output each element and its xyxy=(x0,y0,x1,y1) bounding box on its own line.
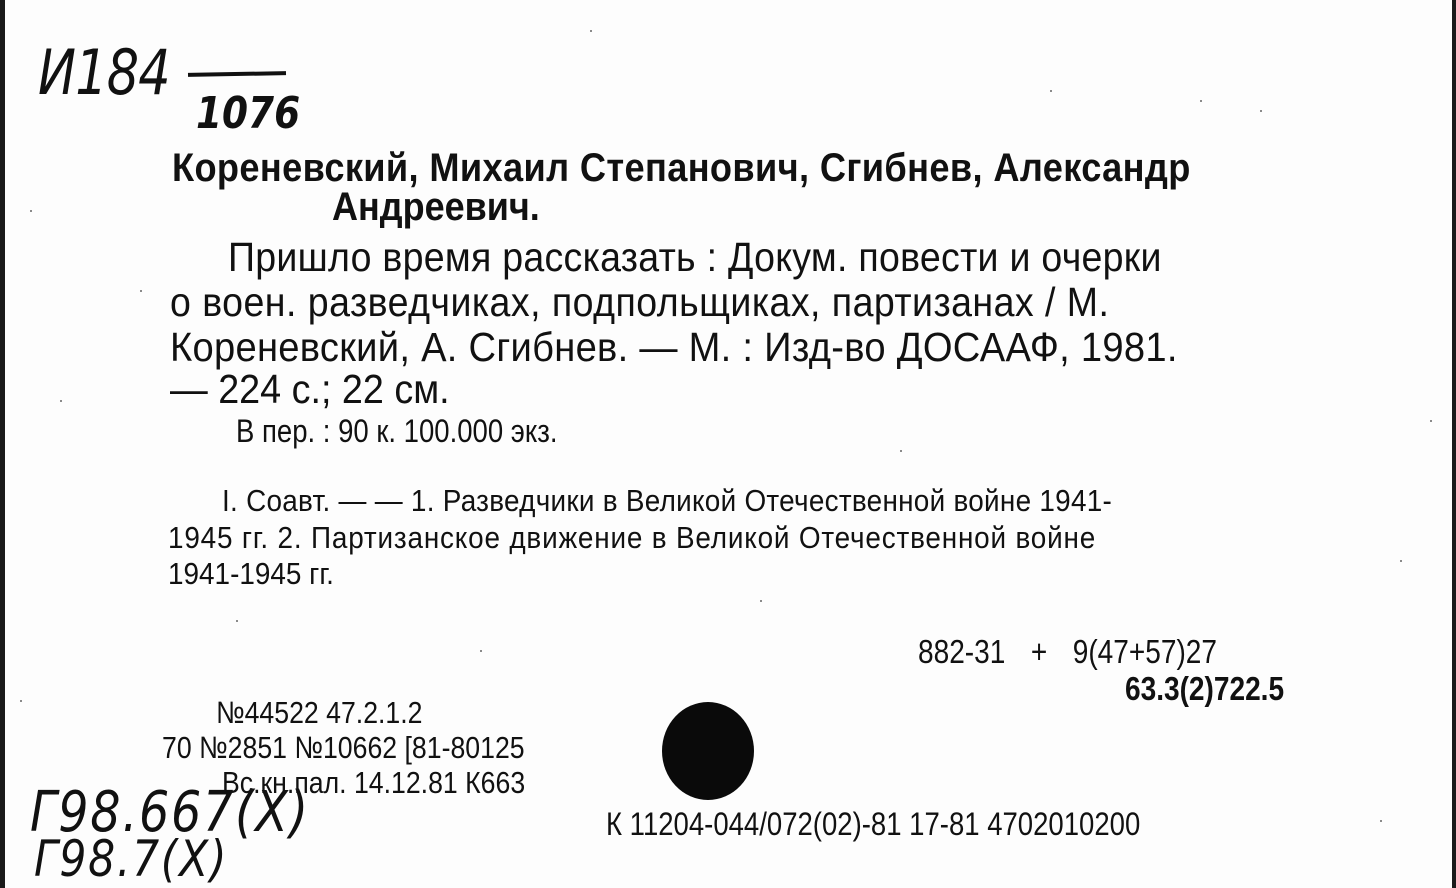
scan-speck xyxy=(480,650,482,652)
technical-line-4: К 11204-044/072(02)-81 17-81 4702010200 xyxy=(606,806,1141,842)
call-number-divider xyxy=(188,71,286,77)
technical-line-2: 70 №2851 №10662 [81-80125 xyxy=(162,730,525,765)
call-number-sub: 1076 xyxy=(196,88,301,139)
scan-speck xyxy=(236,620,238,622)
subjects-line-3: 1941-1945 гг. xyxy=(168,556,334,591)
handwritten-shelf-mark-1: Г98.667(Х) xyxy=(30,780,310,845)
scan-speck xyxy=(760,600,762,602)
technical-line-1: №44522 47.2.1.2 xyxy=(216,695,423,730)
subjects-line-2: 1945 гг. 2. Партизанское движение в Великой Отечественной войне xyxy=(168,520,1097,555)
card-right-edge xyxy=(1452,0,1456,888)
classification-line-1 xyxy=(918,633,1217,671)
classification-code-1: 882-31 xyxy=(918,633,1006,670)
classification-plus: + xyxy=(1030,633,1048,670)
classification-code-3: 63.3(2)722.5 xyxy=(1125,670,1285,707)
scan-speck xyxy=(590,30,592,32)
description-line-4: — 224 с.; 22 см. xyxy=(170,366,450,412)
subjects-line-1: I. Соавт. — — 1. Разведчики в Великой Отечественной войне 1941- xyxy=(222,483,1113,518)
scan-speck xyxy=(30,210,32,212)
description-line-1: Пришло время рассказать : Докум. повести и очерки xyxy=(228,234,1162,280)
scan-speck xyxy=(60,400,62,402)
price-and-print-run: В пер. : 90 к. 100.000 экз. xyxy=(236,413,558,449)
author-heading-line-1: Кореневский, Михаил Степанович, Сгибнев, Александр xyxy=(172,146,1191,190)
handwritten-shelf-mark-2: Г98.7(Х) xyxy=(34,830,229,888)
technical-line-3: Вс.кн.пал. 14.12.81 К663 xyxy=(222,765,526,800)
scan-speck xyxy=(140,290,142,292)
author-heading-line-2: Андреевич. xyxy=(332,185,540,229)
description-line-2: о воен. разведчиках, подпольщиках, партизанах / М. xyxy=(170,279,1110,325)
scan-speck xyxy=(1050,90,1052,92)
scan-speck xyxy=(1400,560,1402,562)
call-number-main: И184 xyxy=(38,36,170,109)
scan-speck xyxy=(1200,100,1202,102)
description-line-3: Кореневский, А. Сгибнев. — М. : Изд-во ДОСААФ, 1981. xyxy=(170,324,1178,370)
scan-speck xyxy=(900,450,902,452)
classification-code-2: 9(47+57)27 xyxy=(1072,633,1218,670)
scan-speck xyxy=(1380,820,1382,822)
scan-speck xyxy=(1430,420,1432,422)
scan-speck xyxy=(1260,110,1262,112)
punch-hole xyxy=(662,702,754,800)
scan-speck xyxy=(20,700,22,702)
card-left-edge xyxy=(0,0,5,888)
